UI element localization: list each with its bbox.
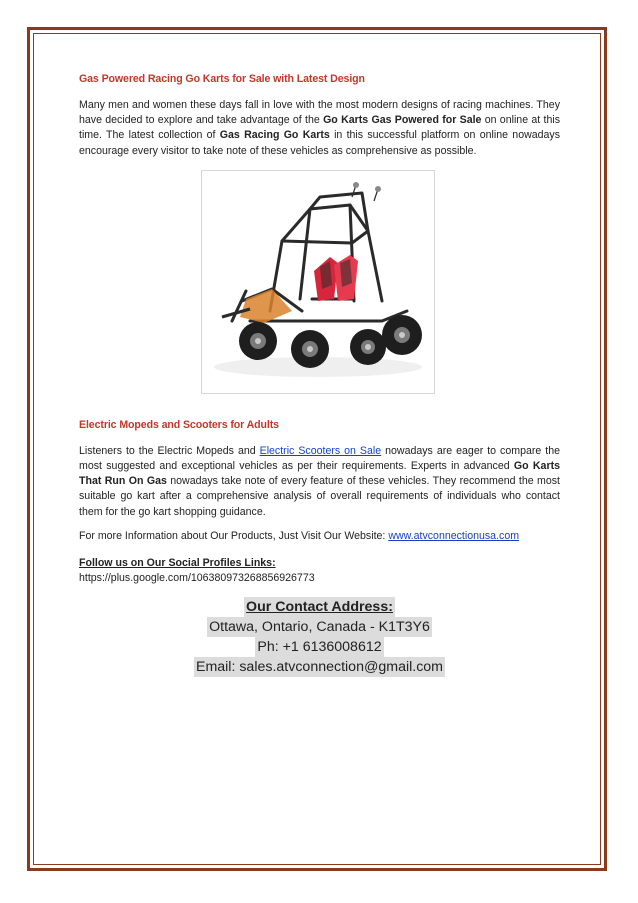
section2-text-2: nowadays are eager to compare the most suggested and exceptional vehicles as per their requirements. Experts in advanced — [79, 444, 560, 473]
google-plus-url: https://plus.google.com/106380973268856926773 — [79, 572, 315, 585]
electric-scooters-link[interactable]: Electric Scooters on Sale — [259, 444, 382, 457]
section1-heading: Gas Powered Racing Go Karts for Sale with Latest Design — [79, 73, 365, 85]
contact-email: Email: sales.atvconnection@gmail.com — [195, 659, 444, 676]
website-link[interactable]: www.atvconnectionusa.com — [388, 529, 520, 542]
go-kart-image — [201, 170, 435, 394]
contact-block — [79, 597, 560, 677]
section1-text-1: Many men and women these days fall in love with the most modern designs of racing machines. They have decided to explore and take advantage of the — [79, 99, 560, 127]
section2-paragraph — [79, 444, 560, 520]
contact-title: Our Contact Address: — [246, 599, 393, 616]
section1-bold-1: Go Karts Gas Powered for Sale — [323, 114, 482, 127]
section2-heading: Electric Mopeds and Scooters for Adults — [79, 418, 279, 431]
contact-address: Ottawa, Ontario, Canada - K1T3Y6 — [209, 619, 430, 636]
more-info-paragraph — [79, 529, 560, 544]
document-content — [79, 72, 560, 677]
section1-paragraph — [79, 98, 560, 159]
section1-bold-2: Gas Racing Go Karts — [219, 129, 330, 142]
section2-text-1: Listeners to the Electric Mopeds and — [79, 444, 260, 457]
section1-text-2: on online at this time. The latest collection of — [79, 114, 560, 142]
section2-text-3: nowadays take note of every feature of these vehicles. They recommend the most suitable go kart after a comprehensive analysis of overall requirements of individuals who contact them for the go kart shopping guidance. — [79, 475, 560, 518]
section2-bold-1: Go Karts That Run On Gas — [79, 460, 560, 488]
social-title: Follow us on Our Social Profiles Links: — [79, 557, 276, 570]
section1-text-3: in this successful platform on online nowadays encourage every visitor to take note of these vehicles as comprehensive as possible. — [79, 129, 560, 157]
more-info-text: For more Information about Our Products, Just Visit Our Website: — [79, 529, 389, 542]
go-kart-illustration — [202, 171, 434, 393]
contact-phone: Ph: +1 6136008612 — [257, 639, 382, 656]
